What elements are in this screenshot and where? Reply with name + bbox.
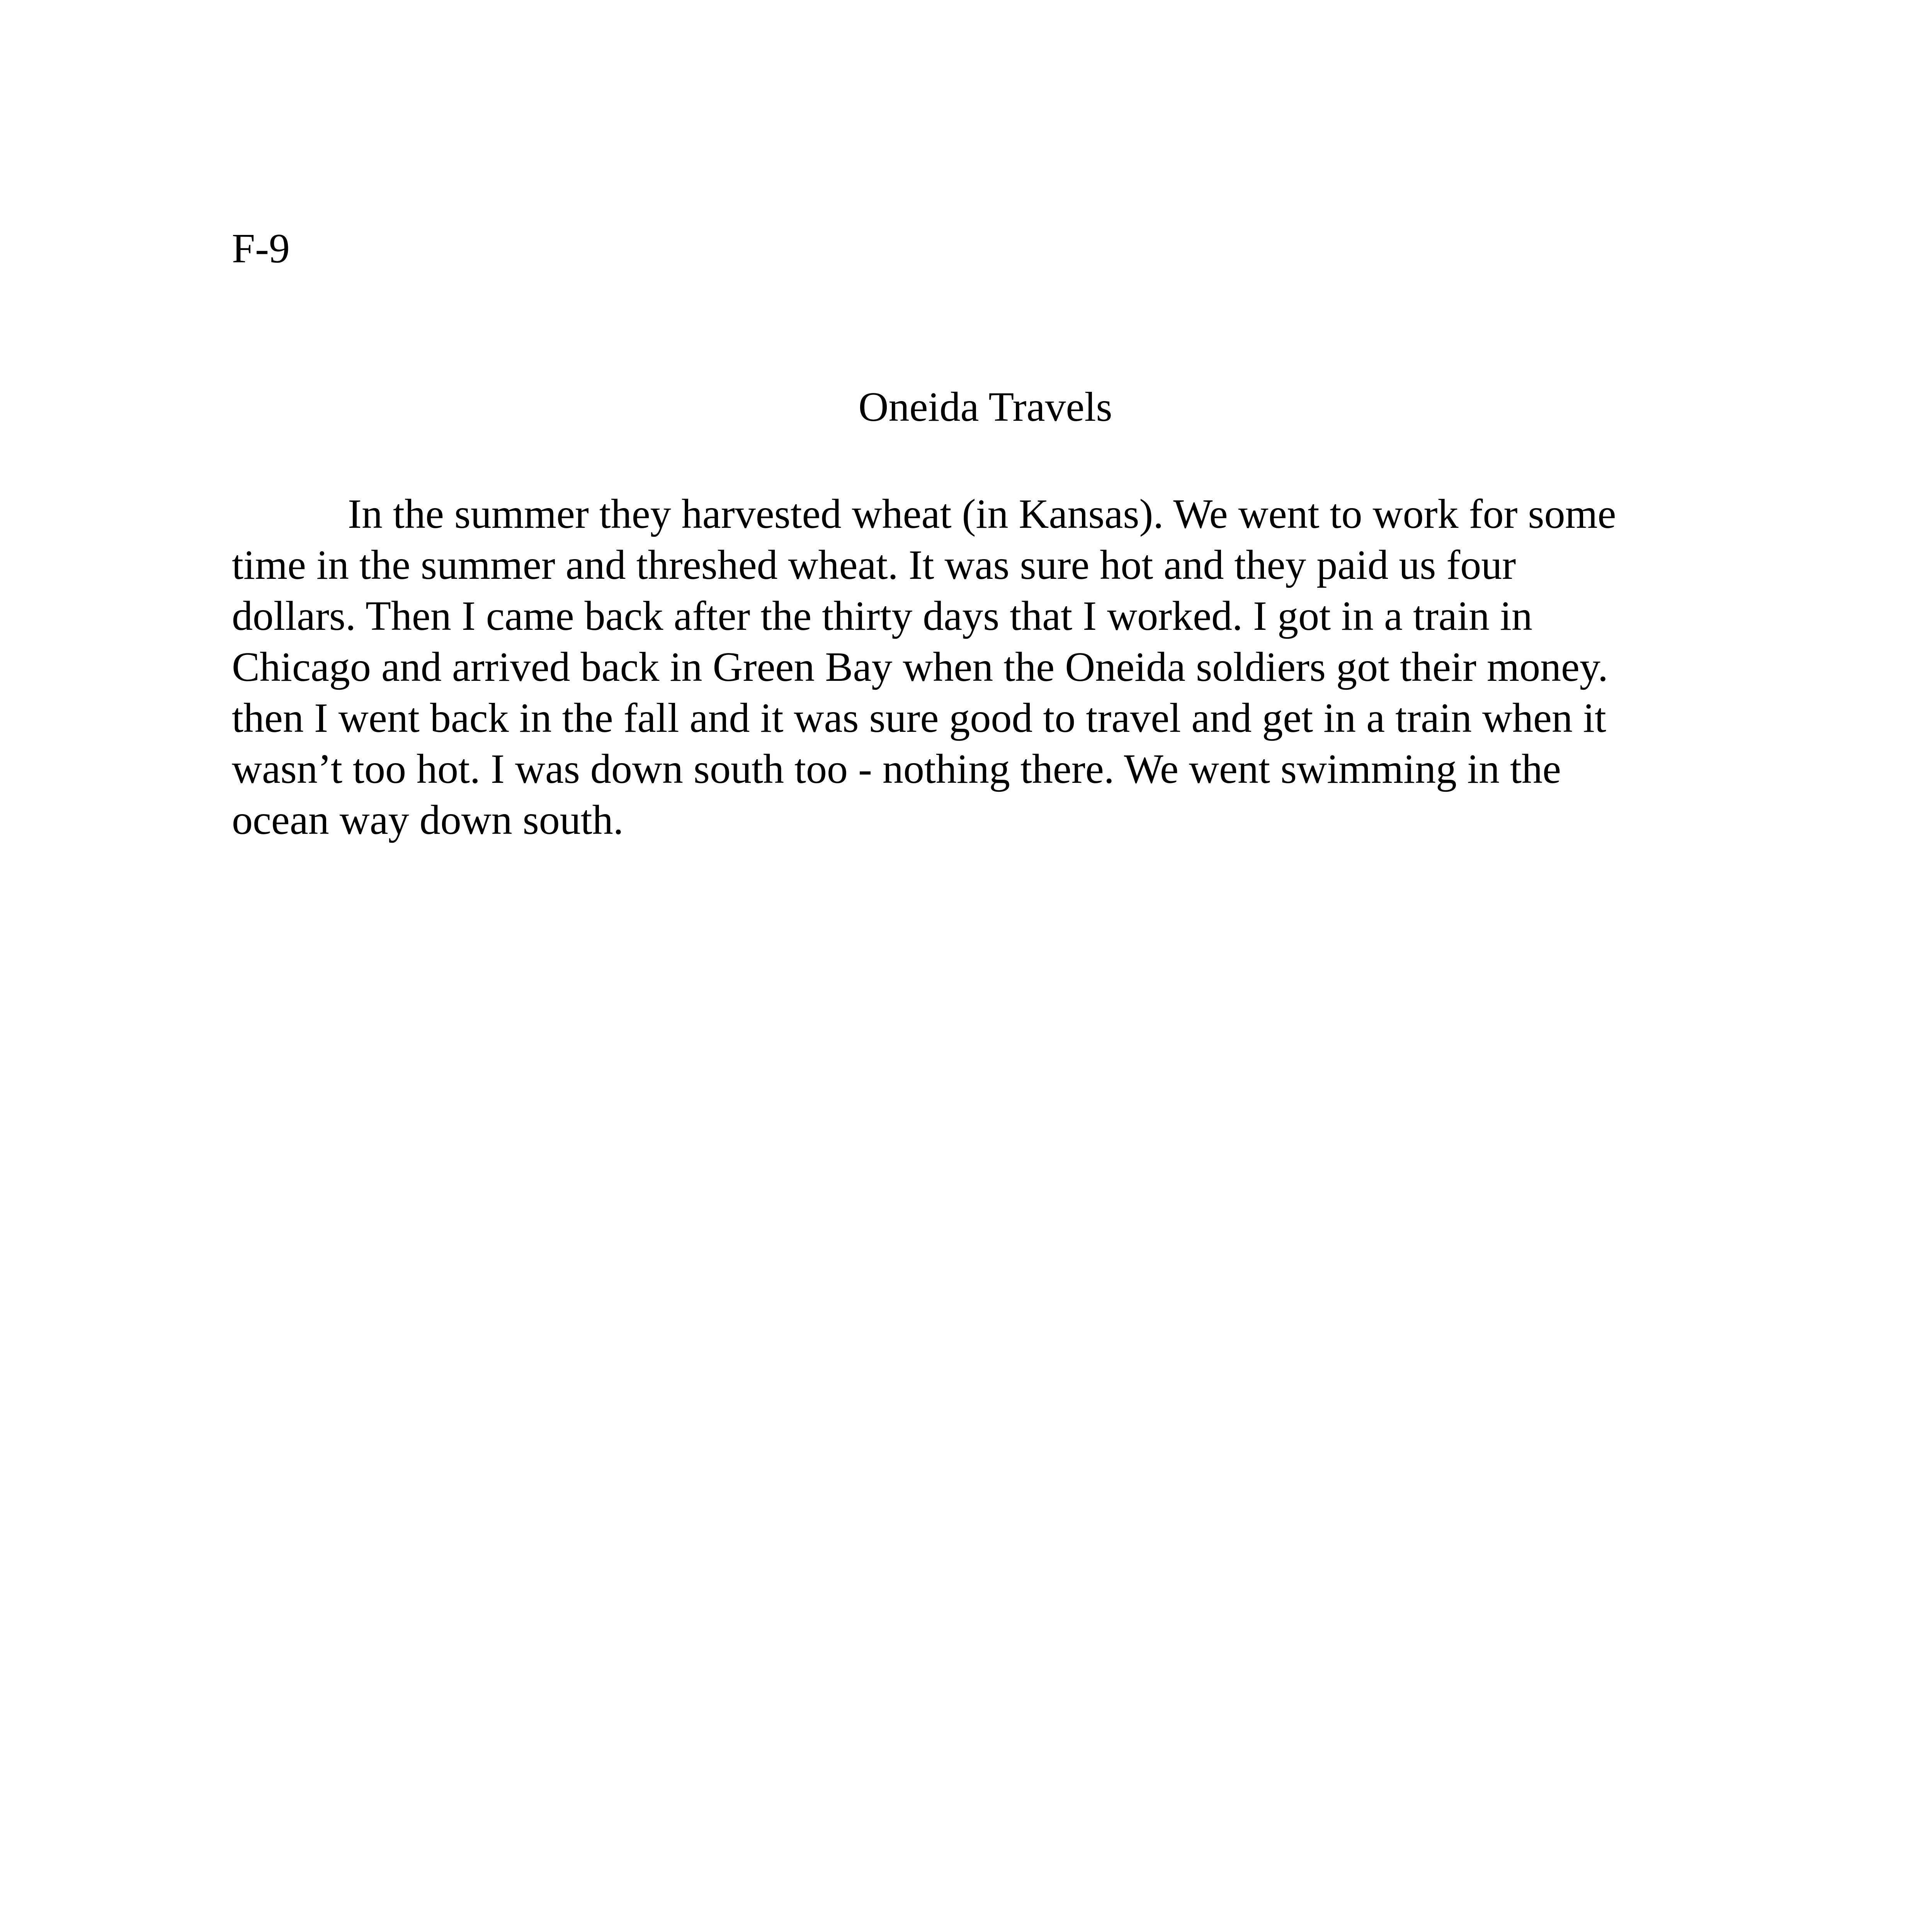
body-paragraph (232, 489, 1770, 846)
paragraph-line: wasn’t too hot. I was down south too - nothing there. We went swimming in the (232, 746, 1561, 792)
paragraph-line: In the summer they harvested wheat (in Kansas). We went to work for some (348, 491, 1616, 537)
paragraph-line: then I went back in the fall and it was sure good to travel and get in a train when it (232, 695, 1606, 741)
document-title: Oneida Travels (858, 384, 1112, 430)
paragraph-line: dollars. Then I came back after the thirty days that I worked. I got in a train in (232, 593, 1532, 639)
paragraph-line: ocean way down south. (232, 797, 624, 843)
paragraph-line: Chicago and arrived back in Green Bay when the Oneida soldiers got their money. (232, 644, 1608, 690)
paragraph-line: time in the summer and threshed wheat. It was sure hot and they paid us four (232, 542, 1516, 588)
page-identifier: F-9 (232, 226, 290, 272)
